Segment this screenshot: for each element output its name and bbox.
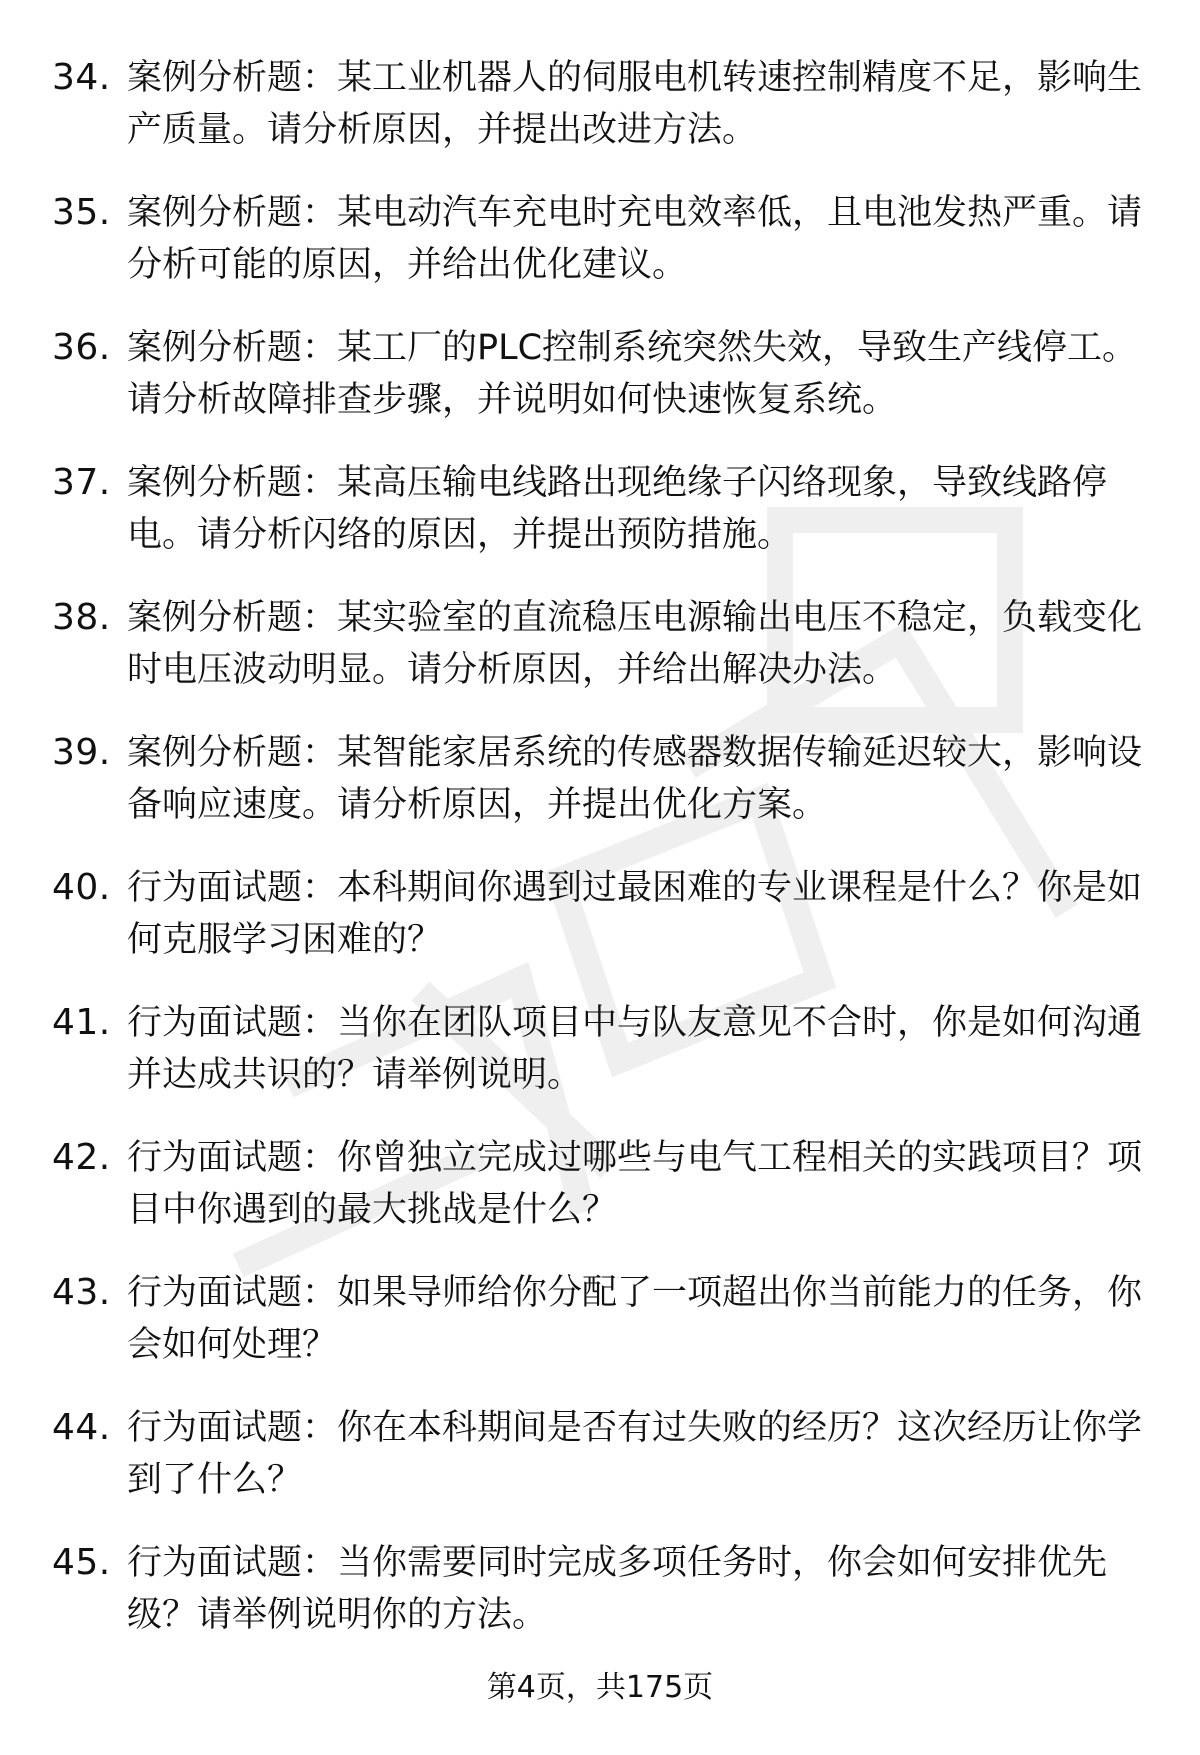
question-text: 案例分析题：某工业机器人的伺服电机转速控制精度不足，影响生产质量。请分析原因，并提出改进方法。	[127, 58, 1143, 150]
question-item	[52, 1132, 1152, 1236]
question-text: 案例分析题：某智能家居系统的传感器数据传输延迟较大，影响设备响应速度。请分析原因，并提出优化方案。	[127, 733, 1143, 825]
question-item	[52, 997, 1152, 1101]
page-number-label: 第4页，共175页	[486, 1670, 714, 1705]
question-list	[52, 52, 1152, 1672]
question-text: 案例分析题：某实验室的直流稳压电源输出电压不稳定，负载变化时电压波动明显。请分析原因，并给出解决办法。	[127, 598, 1143, 690]
question-text: 行为面试题：当你在团队项目中与队友意见不合时，你是如何沟通并达成共识的？请举例说明。	[127, 1003, 1143, 1095]
question-number: 34.	[52, 57, 111, 98]
question-text: 案例分析题：某工厂的PLC控制系统突然失效，导致生产线停工。请分析故障排查步骤，并说明如何快速恢复系统。	[127, 328, 1138, 420]
question-number: 44.	[52, 1407, 111, 1448]
question-text: 行为面试题：本科期间你遇到过最困难的专业课程是什么？你是如何克服学习困难的？	[127, 868, 1143, 960]
question-number: 36.	[52, 327, 111, 368]
question-text: 行为面试题：你在本科期间是否有过失败的经历？这次经历让你学到了什么？	[127, 1408, 1143, 1500]
question-item	[52, 457, 1152, 561]
question-number: 41.	[52, 1002, 111, 1043]
question-number: 42.	[52, 1137, 111, 1178]
question-number: 35.	[52, 192, 111, 233]
question-item	[52, 1537, 1152, 1641]
question-text: 行为面试题：你曾独立完成过哪些与电气工程相关的实践项目？项目中你遇到的最大挑战是什么？	[127, 1138, 1143, 1230]
question-text: 行为面试题：当你需要同时完成多项任务时，你会如何安排优先级？请举例说明你的方法。	[127, 1543, 1108, 1635]
question-item	[52, 1402, 1152, 1506]
question-text: 行为面试题：如果导师给你分配了一项超出你当前能力的任务，你会如何处理？	[127, 1273, 1143, 1365]
question-number: 40.	[52, 867, 111, 908]
question-item	[52, 1267, 1152, 1371]
question-item	[52, 727, 1152, 831]
question-item	[52, 862, 1152, 966]
question-number: 38.	[52, 597, 111, 638]
page-footer	[0, 1668, 1200, 1708]
question-text: 案例分析题：某电动汽车充电时充电效率低，且电池发热严重。请分析可能的原因，并给出优化建议。	[127, 193, 1143, 285]
question-item	[52, 187, 1152, 291]
question-item	[52, 592, 1152, 696]
question-number: 45.	[52, 1542, 111, 1583]
question-number: 43.	[52, 1272, 111, 1313]
question-item	[52, 52, 1152, 156]
question-item	[52, 322, 1152, 426]
question-text: 案例分析题：某高压输电线路出现绝缘子闪络现象，导致线路停电。请分析闪络的原因，并提出预防措施。	[127, 463, 1108, 555]
question-number: 39.	[52, 732, 111, 773]
question-number: 37.	[52, 462, 111, 503]
